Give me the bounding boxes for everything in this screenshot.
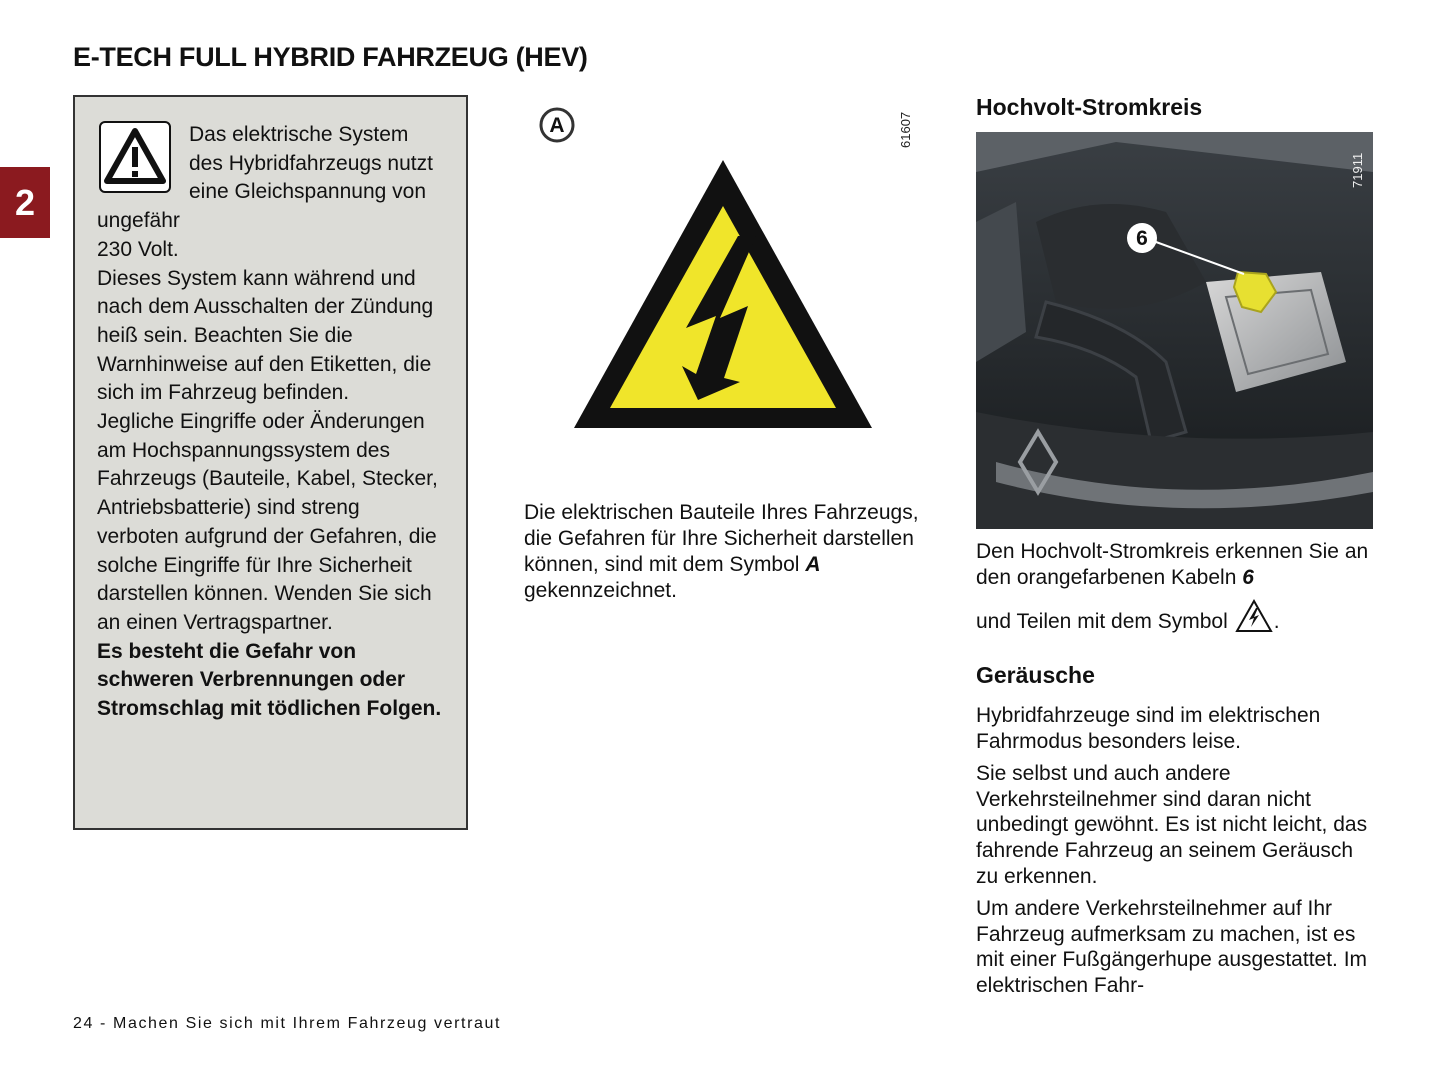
callout-number: 6 bbox=[1136, 227, 1148, 250]
chapter-number: 2 bbox=[14, 181, 36, 223]
warning-paragraph-1: Das elektrische System des Hybridfahrzeugs nutzt eine Gleichspannung von ungefähr bbox=[97, 123, 433, 233]
warning-triangle-icon bbox=[99, 121, 171, 193]
warning-paragraph-3: Jegliche Eingriffe oder Änderungen am Hochspannungssystem des Fahrzeugs (Bauteile, Kabel, Stecker, Antriebsbatterie) sind streng verboten aufgrund der Gefahren, die solche Eingriffe für Ihre Sicherheit darstellen können. Wenden Sie sich an einen Vertragspartner. bbox=[97, 410, 438, 634]
chapter-tab bbox=[0, 167, 50, 238]
high-voltage-warning-icon bbox=[570, 156, 876, 432]
noise-paragraph-1: Hybridfahrzeuge sind im elektrischen Fahrmodus besonders leise. bbox=[976, 704, 1321, 753]
heading-hochvolt: Hochvolt-Stromkreis bbox=[976, 94, 1203, 120]
engine-bay-photo bbox=[976, 132, 1373, 529]
figure-code-2: 71911 bbox=[1350, 152, 1365, 188]
symbol-reference: A bbox=[805, 553, 821, 576]
caption-end: . bbox=[1273, 610, 1280, 633]
page-title: E-TECH FULL HYBRID FAHRZEUG (HEV) bbox=[73, 42, 588, 72]
hochvolt-caption bbox=[976, 539, 1381, 590]
noise-paragraph-2: Sie selbst und auch andere Verkehrsteilnehmer sind daran nicht unbedingt gewöhnt. Es ist nicht leicht, das fahrende Fahrzeug an seinem Geräusch zu erkennen. bbox=[976, 762, 1368, 888]
symbol-description bbox=[524, 500, 919, 604]
caption-line-2-text: und Teilen mit dem Symbol bbox=[976, 610, 1228, 633]
page-footer: 24 - Machen Sie sich mit Ihrem Fahrzeug vertraut bbox=[73, 1015, 502, 1032]
warning-box bbox=[73, 95, 468, 830]
caption-reference: 6 bbox=[1242, 565, 1254, 589]
symbol-a-marker bbox=[538, 106, 576, 144]
symbol-a-label: A bbox=[549, 114, 565, 137]
hochvolt-caption-line-2 bbox=[976, 598, 1381, 641]
heading-geraeusche: Geräusche bbox=[976, 662, 1095, 688]
warning-paragraph-2: Dieses System kann während und nach dem Ausschalten der Zündung heiß sein. Beachten Sie die Warnhinweise auf den Etiketten, die sich im Fahrzeug befinden. bbox=[97, 266, 434, 405]
figure-code: 61607 bbox=[898, 111, 913, 148]
warning-paragraph-1-end: 230 Volt. bbox=[97, 237, 179, 261]
warning-bold-text: Es besteht die Gefahr von schweren Verbrennungen oder Stromschlag mit tödlichen Folgen. bbox=[97, 639, 442, 721]
hv-symbol-icon bbox=[1234, 598, 1274, 641]
symbol-description-end: gekennzeichnet. bbox=[524, 579, 677, 602]
symbol-description-text: Die elektrischen Bauteile Ihres Fahrzeugs, die Gefahren für Ihre Sicherheit darstellen können, sind mit dem Symbol bbox=[524, 501, 919, 576]
noise-paragraph-3: Um andere Verkehrsteilnehmer auf Ihr Fahrzeug aufmerksam zu machen, ist es mit einer Fußgängerhupe ausgestattet. Im elektrischen Fahr- bbox=[976, 897, 1368, 998]
caption-text: Den Hochvolt-Stromkreis erkennen Sie an den orangefarbenen Kabeln bbox=[976, 540, 1369, 589]
